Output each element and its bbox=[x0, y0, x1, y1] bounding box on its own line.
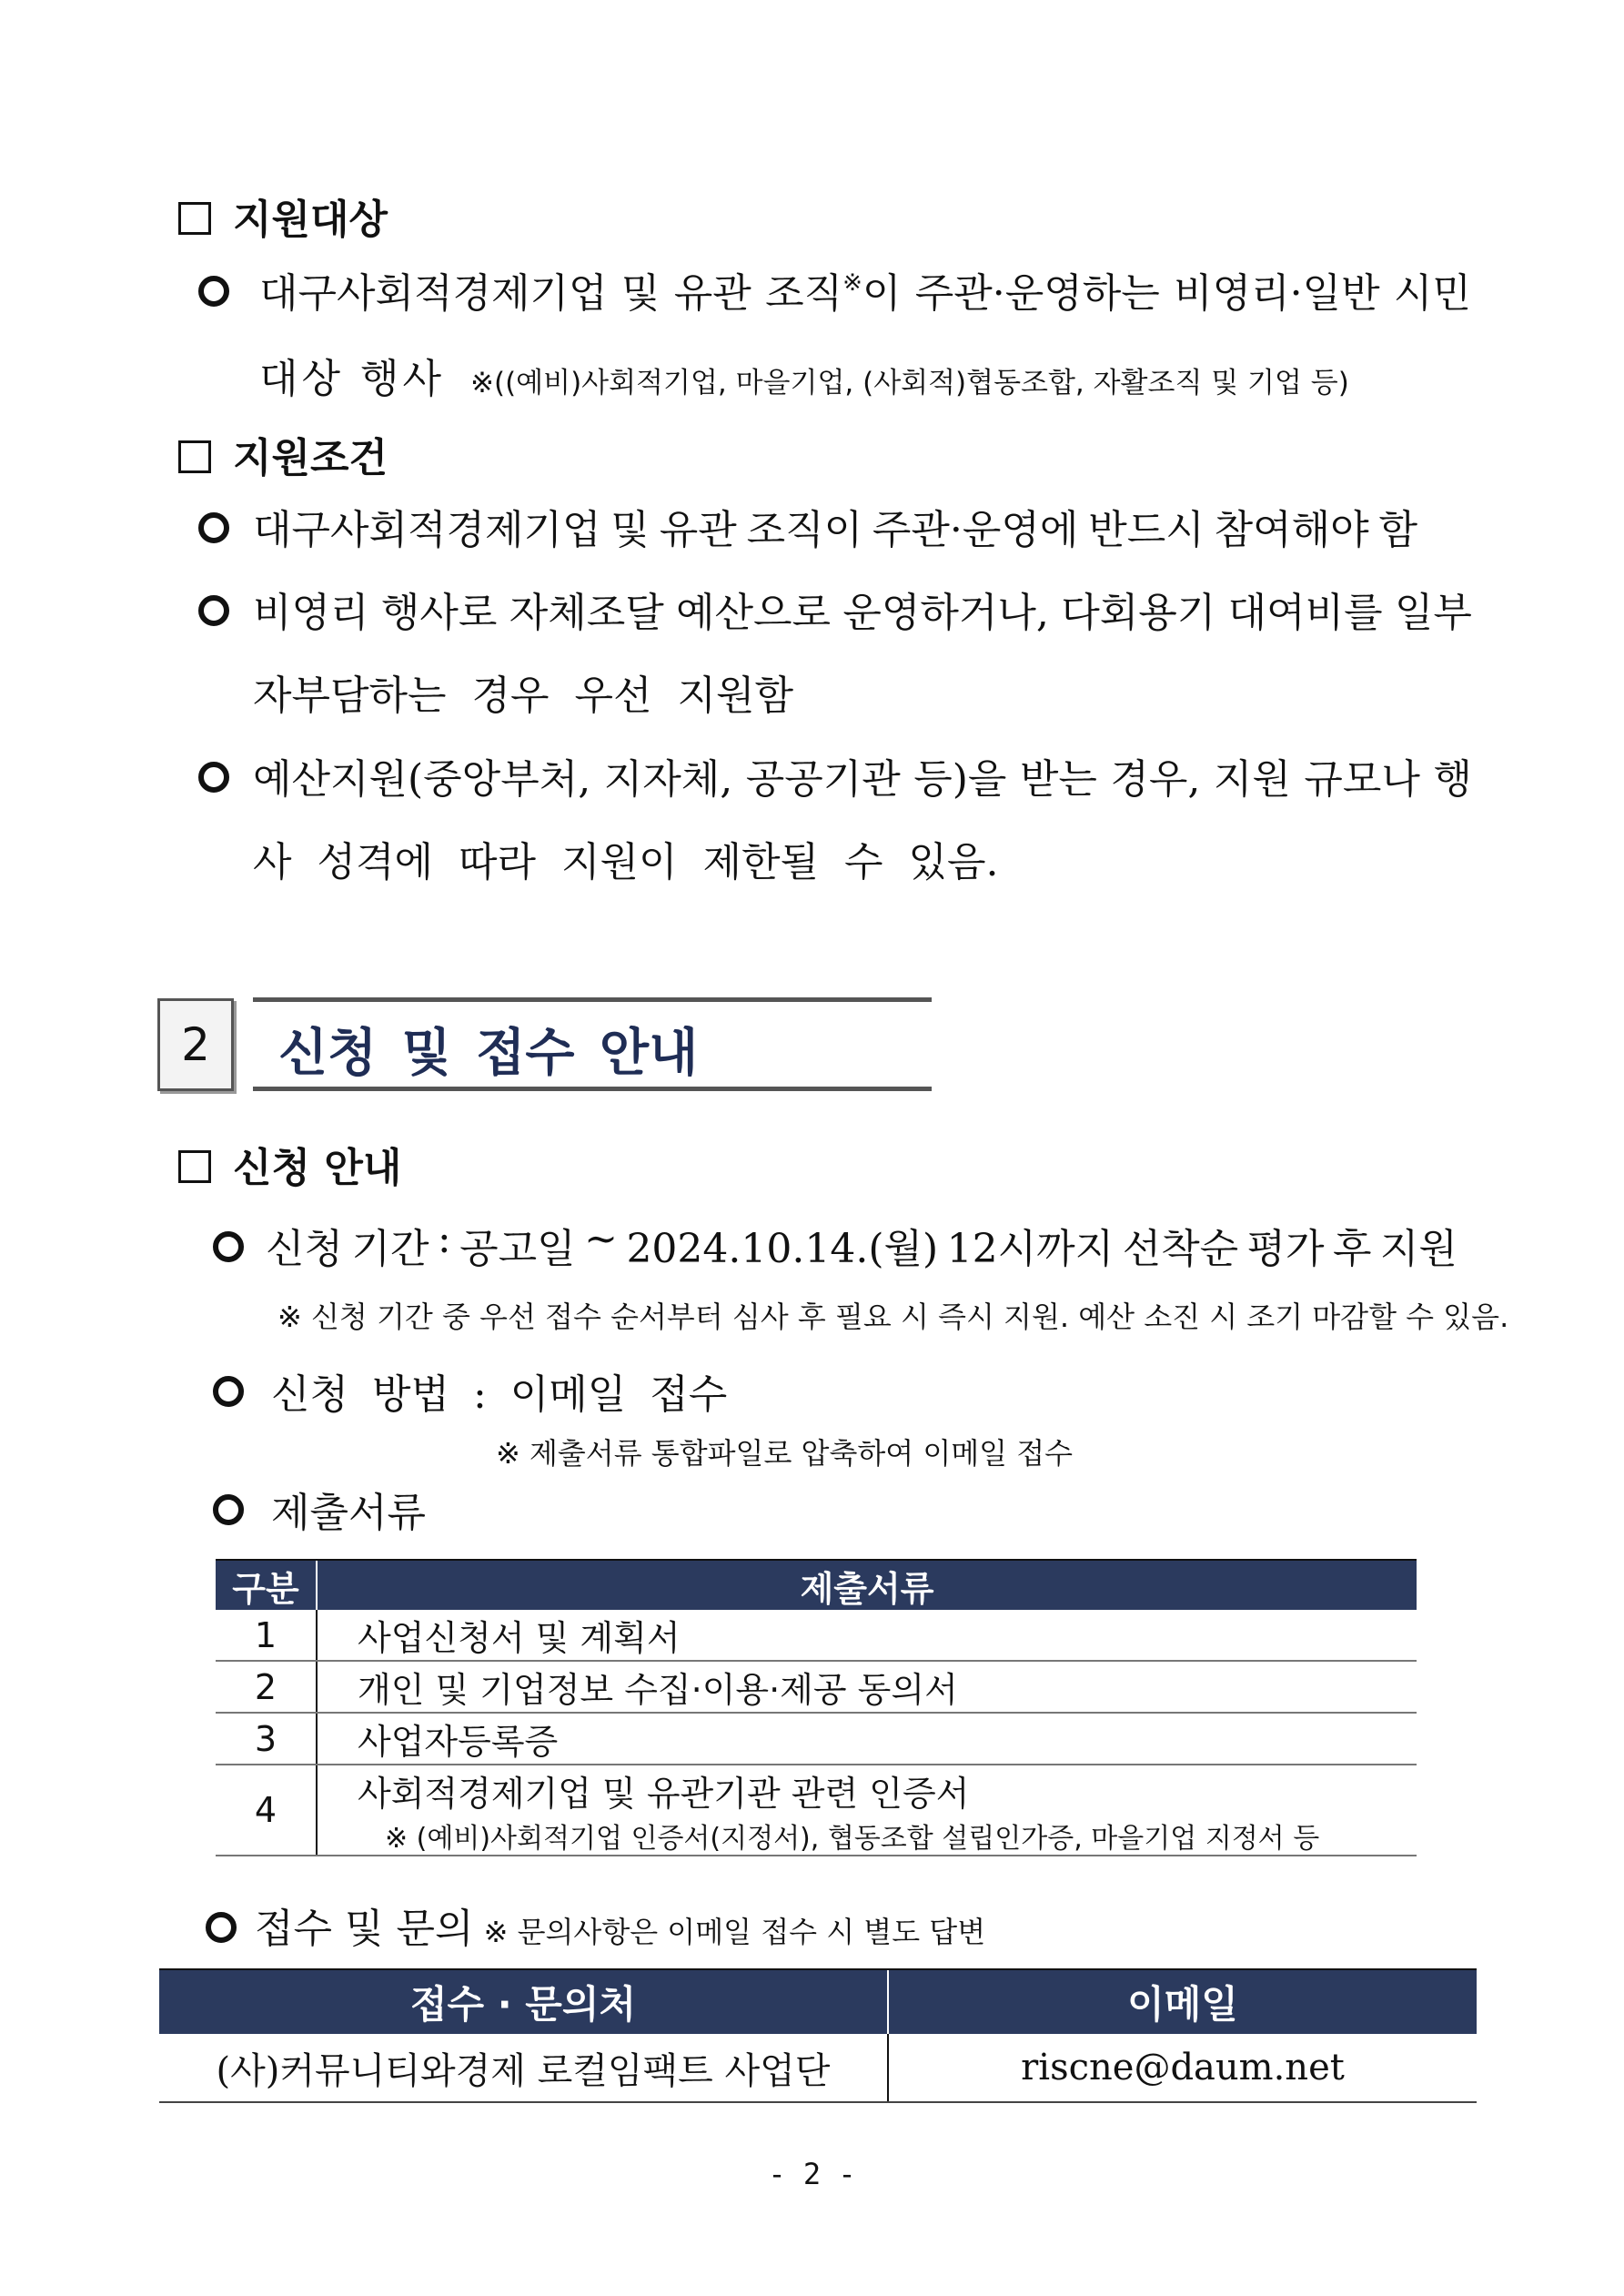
row-number: 2 bbox=[216, 1662, 318, 1712]
circle-bullet-icon bbox=[213, 1494, 244, 1525]
period-word: 2024.10.14.(월) bbox=[626, 1226, 939, 1272]
contact-table-header bbox=[159, 1968, 1477, 2034]
section-heading-conditions: 지원조건 bbox=[178, 425, 388, 483]
docs-col-doc: 제출서류 bbox=[800, 1568, 934, 1609]
contact-table bbox=[159, 1968, 1477, 2103]
docs-table bbox=[216, 1559, 1417, 1856]
apply-period-note: ※ 신청 기간 중 우선 접수 순서부터 심사 후 필요 시 즉시 지원. 예산 소진 시 조기 마감할 수 있음. bbox=[277, 1300, 1509, 1334]
condition-word: 및 bbox=[610, 507, 650, 553]
circle-bullet-icon bbox=[206, 1912, 237, 1943]
condition-word: 조직이 bbox=[746, 507, 863, 553]
condition-word: 지원 bbox=[1213, 756, 1291, 803]
target-item-line2: 대상 행사 ※((예비)사회적기업, 마을기업, (사회적)협동조합, 자활조직 및 기업 등) bbox=[259, 356, 1349, 402]
contact-label: 접수 및 문의 bbox=[255, 1906, 474, 1952]
circle-bullet-icon bbox=[213, 1231, 244, 1262]
period-word: 신청 bbox=[266, 1226, 344, 1272]
target-word: 비영리·일반 bbox=[1174, 270, 1380, 317]
page-number: - 2 - bbox=[768, 2157, 856, 2191]
condition-word: 반드시 bbox=[1088, 507, 1205, 553]
chapter-top-rule bbox=[253, 997, 932, 1002]
circle-bullet-icon bbox=[198, 595, 229, 626]
target-word: 및 bbox=[620, 270, 661, 317]
row-number: 1 bbox=[216, 1610, 318, 1660]
contact-col-org: 접수 · 문의처 bbox=[159, 1970, 889, 2034]
circle-bullet-icon bbox=[198, 512, 229, 543]
condition-word: 받는 bbox=[1019, 756, 1097, 803]
condition-item-3-line2: 사 성격에 따라 지원이 제한될 수 있음. bbox=[253, 839, 999, 885]
reference-mark: ※ bbox=[842, 269, 862, 297]
row-number: 4 bbox=[216, 1765, 318, 1855]
target-word: 유관 bbox=[673, 270, 751, 317]
period-word: 평가 bbox=[1246, 1226, 1325, 1272]
circle-bullet-icon bbox=[213, 1376, 244, 1407]
period-word: 12시까지 bbox=[946, 1226, 1115, 1272]
target-word bbox=[765, 260, 901, 319]
row-document bbox=[318, 1765, 1417, 1856]
section-heading-apply: 신청 안내 bbox=[178, 1135, 401, 1193]
condition-word: 예산으로 bbox=[676, 590, 832, 636]
condition-item-1 bbox=[253, 497, 1417, 555]
docs-label: 제출서류 bbox=[271, 1490, 427, 1536]
period-word: ~ bbox=[584, 1216, 618, 1262]
checkbox-square-icon bbox=[178, 1150, 211, 1183]
condition-word: 유관 bbox=[659, 507, 737, 553]
condition-item-3-line1 bbox=[253, 746, 1472, 804]
row-document-sub: ※ (예비)사회적기업 인증서(지정서), 협동조합 설립인가증, 마을기업 지정서 등 bbox=[385, 1822, 1320, 1855]
section-heading-target: 지원대상 bbox=[178, 187, 388, 245]
circle-bullet-icon bbox=[198, 276, 229, 307]
target-word-text: 조직 bbox=[765, 270, 843, 317]
condition-word: 행사로 bbox=[380, 590, 498, 636]
table-row bbox=[159, 2034, 1477, 2103]
docs-table-header bbox=[216, 1559, 1417, 1610]
apply-method: 신청 방법 : 이메일 접수 bbox=[271, 1371, 728, 1418]
table-row bbox=[216, 1610, 1417, 1662]
table-row bbox=[216, 1714, 1417, 1765]
row-document-title: 사회적경제기업 및 유관기관 관련 인증서 bbox=[358, 1773, 970, 1814]
apply-method-note: ※ 제출서류 통합파일로 압축하여 이메일 접수 bbox=[496, 1436, 1074, 1471]
condition-word: 공공기관 bbox=[745, 756, 901, 803]
target-word: 주관·운영하는 bbox=[914, 270, 1160, 317]
period-word: 공고일 bbox=[459, 1226, 576, 1272]
checkbox-square-icon bbox=[178, 440, 211, 473]
contact-label-line bbox=[255, 1896, 985, 1954]
condition-word: 비영리 bbox=[253, 590, 369, 636]
condition-item-2-line2: 자부담하는 경우 우선 지원함 bbox=[253, 673, 794, 719]
condition-word: 경우, bbox=[1110, 756, 1201, 803]
period-word: : bbox=[437, 1216, 451, 1262]
circle-bullet-icon bbox=[198, 762, 229, 793]
condition-word: 참여해야 bbox=[1214, 507, 1369, 553]
docs-col-no: 구분 bbox=[216, 1561, 318, 1611]
condition-word: 운영하거나, bbox=[842, 590, 1049, 636]
chapter-number: 2 bbox=[181, 1018, 210, 1071]
chapter-number-box bbox=[157, 998, 234, 1091]
row-document: 사업자등록증 bbox=[358, 1722, 559, 1762]
contact-col-email: 이메일 bbox=[1127, 1982, 1238, 2027]
period-word: 후 bbox=[1332, 1226, 1372, 1272]
condition-item-2-line1 bbox=[253, 580, 1472, 638]
table-row bbox=[216, 1765, 1417, 1856]
condition-word: 행 bbox=[1433, 756, 1472, 803]
condition-word: 자체조달 bbox=[509, 590, 664, 636]
condition-word: 예산지원(중앙부처, bbox=[253, 756, 591, 803]
period-word: 선착순 bbox=[1122, 1226, 1239, 1272]
condition-word: 대구사회적경제기업 bbox=[253, 507, 601, 553]
condition-word: 대여비를 bbox=[1227, 590, 1383, 636]
contact-note: ※ 문의사항은 이메일 접수 시 별도 답변 bbox=[483, 1915, 986, 1949]
contact-email[interactable]: riscne@daum.net bbox=[1021, 2047, 1345, 2089]
target-word: 시민 bbox=[1393, 270, 1471, 317]
row-document: 개인 및 기업정보 수집·이용·제공 동의서 bbox=[358, 1670, 958, 1710]
period-word: 기간 bbox=[351, 1226, 429, 1272]
row-number: 3 bbox=[216, 1714, 318, 1764]
table-row bbox=[216, 1662, 1417, 1714]
condition-word: 다회용기 bbox=[1061, 590, 1216, 636]
apply-period bbox=[266, 1216, 1458, 1274]
checkbox-square-icon bbox=[178, 202, 211, 235]
condition-word: 등)을 bbox=[913, 756, 1007, 803]
target-item-line1 bbox=[259, 260, 1471, 319]
chapter-bottom-rule bbox=[253, 1087, 932, 1091]
contact-org: (사)커뮤니티와경제 로컬임팩트 사업단 bbox=[159, 2034, 889, 2101]
condition-word: 주관·운영에 bbox=[872, 507, 1079, 553]
row-document: 사업신청서 및 계획서 bbox=[358, 1618, 681, 1658]
period-word: 지원 bbox=[1379, 1226, 1458, 1272]
target-word-text: 이 bbox=[862, 270, 902, 317]
condition-word: 지자체, bbox=[603, 756, 733, 803]
target-word: 대구사회적경제기업 bbox=[259, 270, 608, 317]
condition-word: 함 bbox=[1378, 507, 1417, 553]
condition-word: 일부 bbox=[1394, 590, 1472, 636]
chapter-title: 신청 및 접수 안내 bbox=[278, 1024, 699, 1083]
condition-word: 규모나 bbox=[1304, 756, 1420, 803]
